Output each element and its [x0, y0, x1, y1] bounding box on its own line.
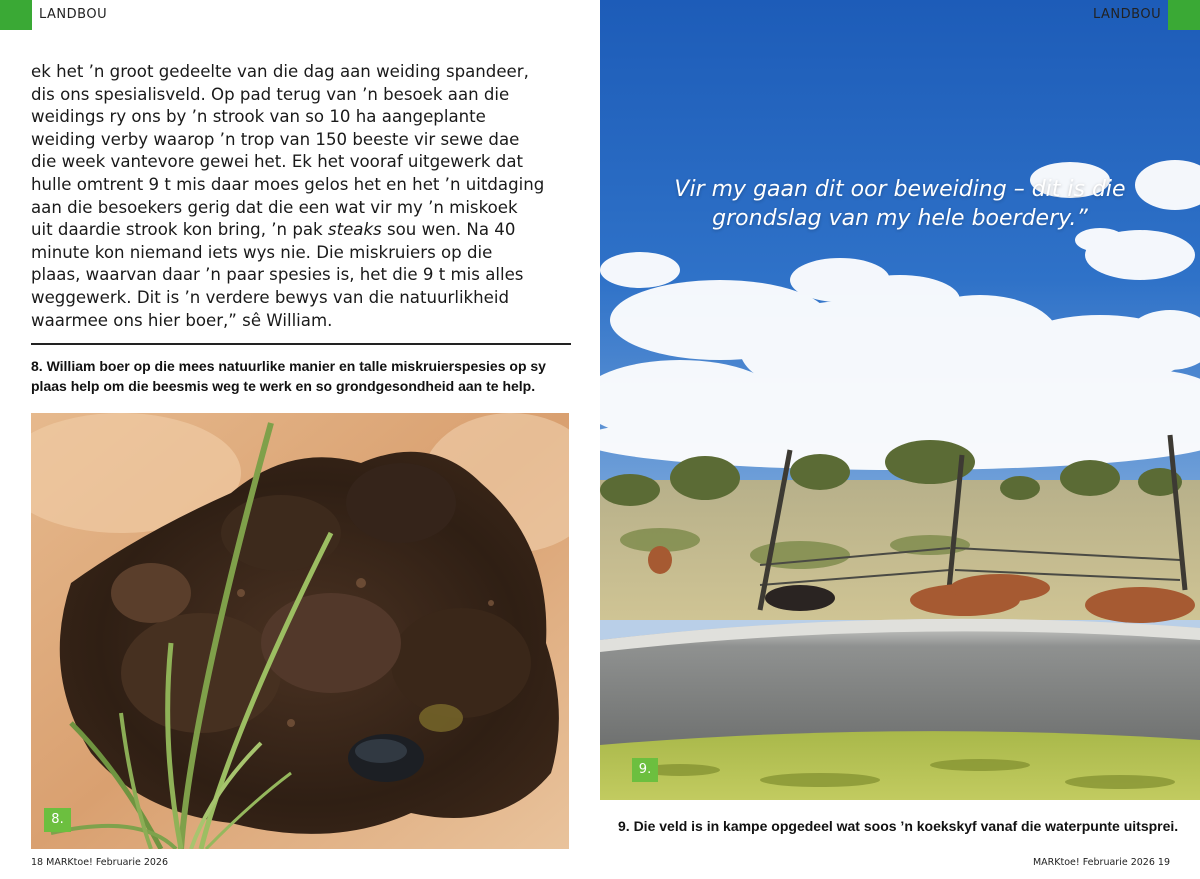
body-line-part: uit daardie strook kon bring, ’n pak — [31, 220, 328, 240]
body-line-italic: steaks — [327, 220, 382, 240]
photo-9-number: 9. — [632, 758, 658, 782]
right-page — [600, 0, 1200, 879]
section-label-left: LANDBOU — [39, 7, 108, 22]
body-line: plaas, waarvan daar ’n paar spesies is, het die 9 t mis alles — [31, 265, 524, 285]
section-tab-right — [1168, 0, 1200, 30]
caption-divider — [31, 343, 571, 345]
section-tab-left — [0, 0, 32, 30]
pull-quote-line: grondslag van my hele boerdery.” — [712, 206, 1088, 231]
body-line-part: sou wen. Na 40 — [381, 220, 516, 240]
photo-8-number: 8. — [44, 808, 71, 832]
body-line: weidings ry ons by ’n strook van so 10 ha aangeplante — [31, 107, 486, 127]
body-line: aan die besoekers gerig dat die een wat vir my ’n miskoek — [31, 197, 518, 217]
photo-9-caption: 9. Die veld is in kampe opgedeel wat soos ’n koekskyf vanaf die waterpunte uitsprei. — [618, 818, 1179, 834]
dung-beetle-photo — [31, 413, 569, 849]
pull-quote — [640, 175, 1160, 233]
footer-publication: MARKtoe! Februarie 2026 — [46, 857, 169, 868]
section-label-right: LANDBOU — [1093, 7, 1162, 22]
body-line: waarmee ons hier boer,” sê William. — [31, 310, 333, 330]
body-line: ek het ’n groot gedeelte van die dag aan weiding spandeer, — [31, 62, 529, 81]
footer-publication: MARKtoe! Februarie 2026 — [1032, 857, 1155, 868]
body-line: weggewerk. Dit is ’n verdere bewys van die natuurlikheid — [31, 287, 510, 307]
pull-quote-line: Vir my gaan dit oor beweiding – dit is die — [674, 177, 1126, 202]
body-line: dis ons spesialisveld. Op pad terug van ’n besoek aan die — [31, 84, 510, 104]
body-line: minute kon niemand iets wys nie. Die miskruiers op die — [31, 242, 493, 262]
body-line: die week vantevore gewei het. Ek het vooraf uitgewerk dat — [31, 152, 524, 172]
page-number: 18 — [31, 857, 44, 868]
photo-8-caption: 8. William boer op die mees natuurlike manier en talle miskruierspesies op sy plaas help om die beesmis weg te werk en so grondgesondheid aan te help. — [31, 358, 546, 394]
water-trough-photo — [600, 0, 1200, 800]
footer-left — [31, 857, 168, 868]
body-line: hulle omtrent 9 t mis daar moes gelos het en het ’n uitdaging — [31, 174, 545, 194]
body-line: weiding verby waarop ’n trop van 150 beeste vir sewe dae — [31, 129, 520, 149]
article-body — [31, 61, 571, 332]
body-line — [31, 219, 571, 242]
page-number: 19 — [1157, 857, 1170, 868]
footer-right — [1033, 857, 1170, 868]
